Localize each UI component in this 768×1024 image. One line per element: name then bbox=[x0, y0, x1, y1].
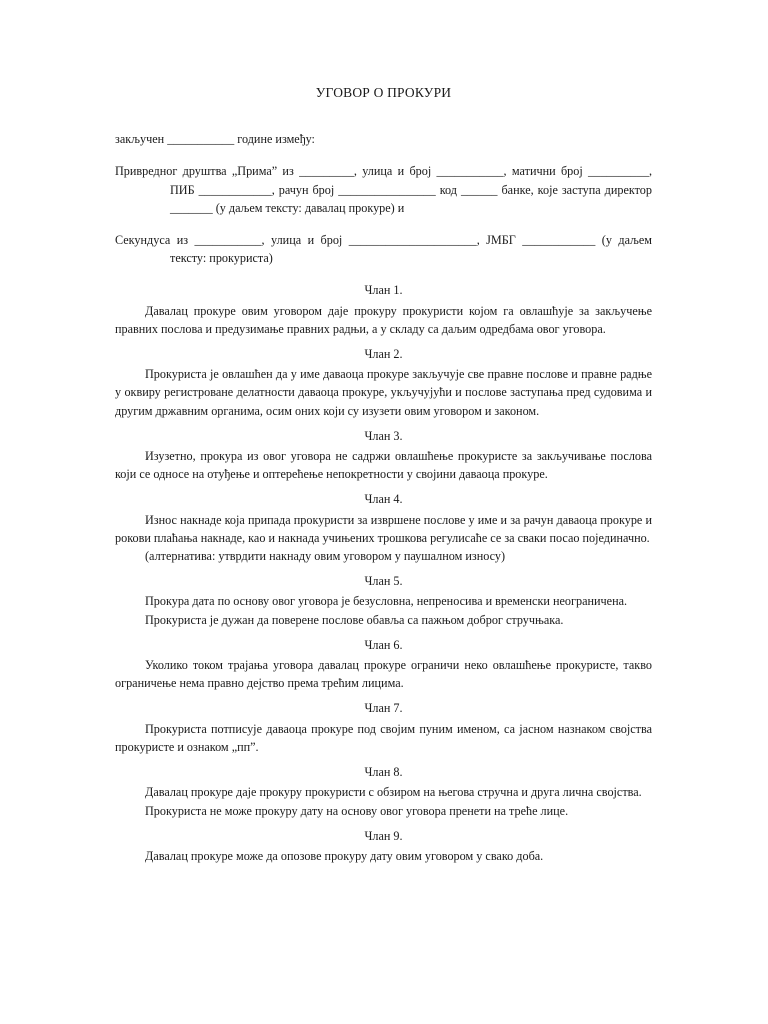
article-heading: Члан 7. bbox=[364, 701, 403, 716]
concluded-line: закључен ___________ године између: bbox=[115, 132, 315, 147]
party-principal: Привредног друштва „Прима” из _________, улица и број ___________, матични број __________, ПИБ ____________, рачун број ________________ код ______ банке, које заступа директор _______ (у даљем тексту: давалац прокуре) и bbox=[115, 164, 652, 215]
article-heading: Члан 2. bbox=[364, 347, 403, 362]
article-7 bbox=[115, 699, 652, 756]
article-paragraph: Прокуриста је дужан да поверене послове обавља са пажњом доброг стручњака. bbox=[145, 612, 564, 627]
article-paragraph: Давалац прокуре може да опозове прокуру дату овим уговором у свако доба. bbox=[145, 848, 544, 863]
article-3 bbox=[115, 427, 652, 484]
article-paragraph: Давалац прокуре даје прокуру прокуристи с обзиром на његова стручна и друга лична својства. bbox=[145, 785, 642, 800]
document-page bbox=[115, 84, 652, 872]
document-title: УГОВОР О ПРОКУРИ bbox=[315, 85, 452, 100]
article-paragraph: Прокуриста не може прокуру дату на основу овог уговора пренети на треће лице. bbox=[145, 803, 569, 818]
article-heading: Члан 5. bbox=[364, 574, 403, 589]
party-agent: Секундуса из ___________, улица и број _____________________, ЈМБГ ____________ (у даљем тексту: прокуриста) bbox=[115, 233, 652, 266]
article-6 bbox=[115, 636, 652, 693]
article-8 bbox=[115, 763, 652, 820]
article-2 bbox=[115, 345, 652, 420]
article-9 bbox=[115, 827, 652, 865]
article-4 bbox=[115, 490, 652, 565]
article-heading: Члан 3. bbox=[364, 428, 403, 443]
article-paragraph: Износ накнаде која припада прокуристи за извршене послове у име и за рачун даваоца прокуре и рокови плаћања накнаде, као и накнада учињених трошкова регулисаће се за сваки посао појединачно. bbox=[115, 512, 652, 545]
article-paragraph: Давалац прокуре овим уговором даје прокуру прокуристи којом га овлашћује за закључење правних послова и предузимање правних радњи, а у складу са даљим одредбама овог уговора. bbox=[115, 303, 652, 336]
article-heading: Члан 8. bbox=[364, 765, 403, 780]
article-heading: Члан 4. bbox=[364, 492, 403, 507]
article-paragraph: Прокуриста потписује даваоца прокуре под својим пуним именом, са јасном назнаком својства прокуристе и ознаком „пп”. bbox=[115, 721, 652, 754]
article-5 bbox=[115, 572, 652, 629]
article-paragraph: Прокура дата по основу овог уговора је безусловна, непреносива и временски неограничена. bbox=[145, 594, 628, 609]
article-paragraph: Изузетно, прокура из овог уговора не садржи овлашћење прокуристе за закључивање послова који се односе на отуђење и оптерећење непокретности у својини даваоца прокуре. bbox=[115, 449, 652, 482]
article-paragraph: Прокуриста је овлашћен да у име даваоца прокуре закључује све правне послове и правне радње у оквиру регистроване делатности даваоца прокуре, укључујући и послове заступања пред судовима и другим државним органима, осим оних који су изузети овим уговором и законом. bbox=[115, 367, 652, 418]
article-note: (алтернатива: утврдити накнаду овим уговором у паушалном износу) bbox=[145, 549, 506, 564]
article-paragraph: Уколико током трајања уговора давалац прокуре ограничи неко овлашћење прокуристе, такво ограничење нема правно дејство према трећим лицима. bbox=[115, 658, 652, 691]
article-heading: Члан 6. bbox=[364, 637, 403, 652]
article-heading: Члан 1. bbox=[364, 283, 403, 298]
article-1 bbox=[115, 281, 652, 338]
article-heading: Члан 9. bbox=[364, 828, 403, 843]
